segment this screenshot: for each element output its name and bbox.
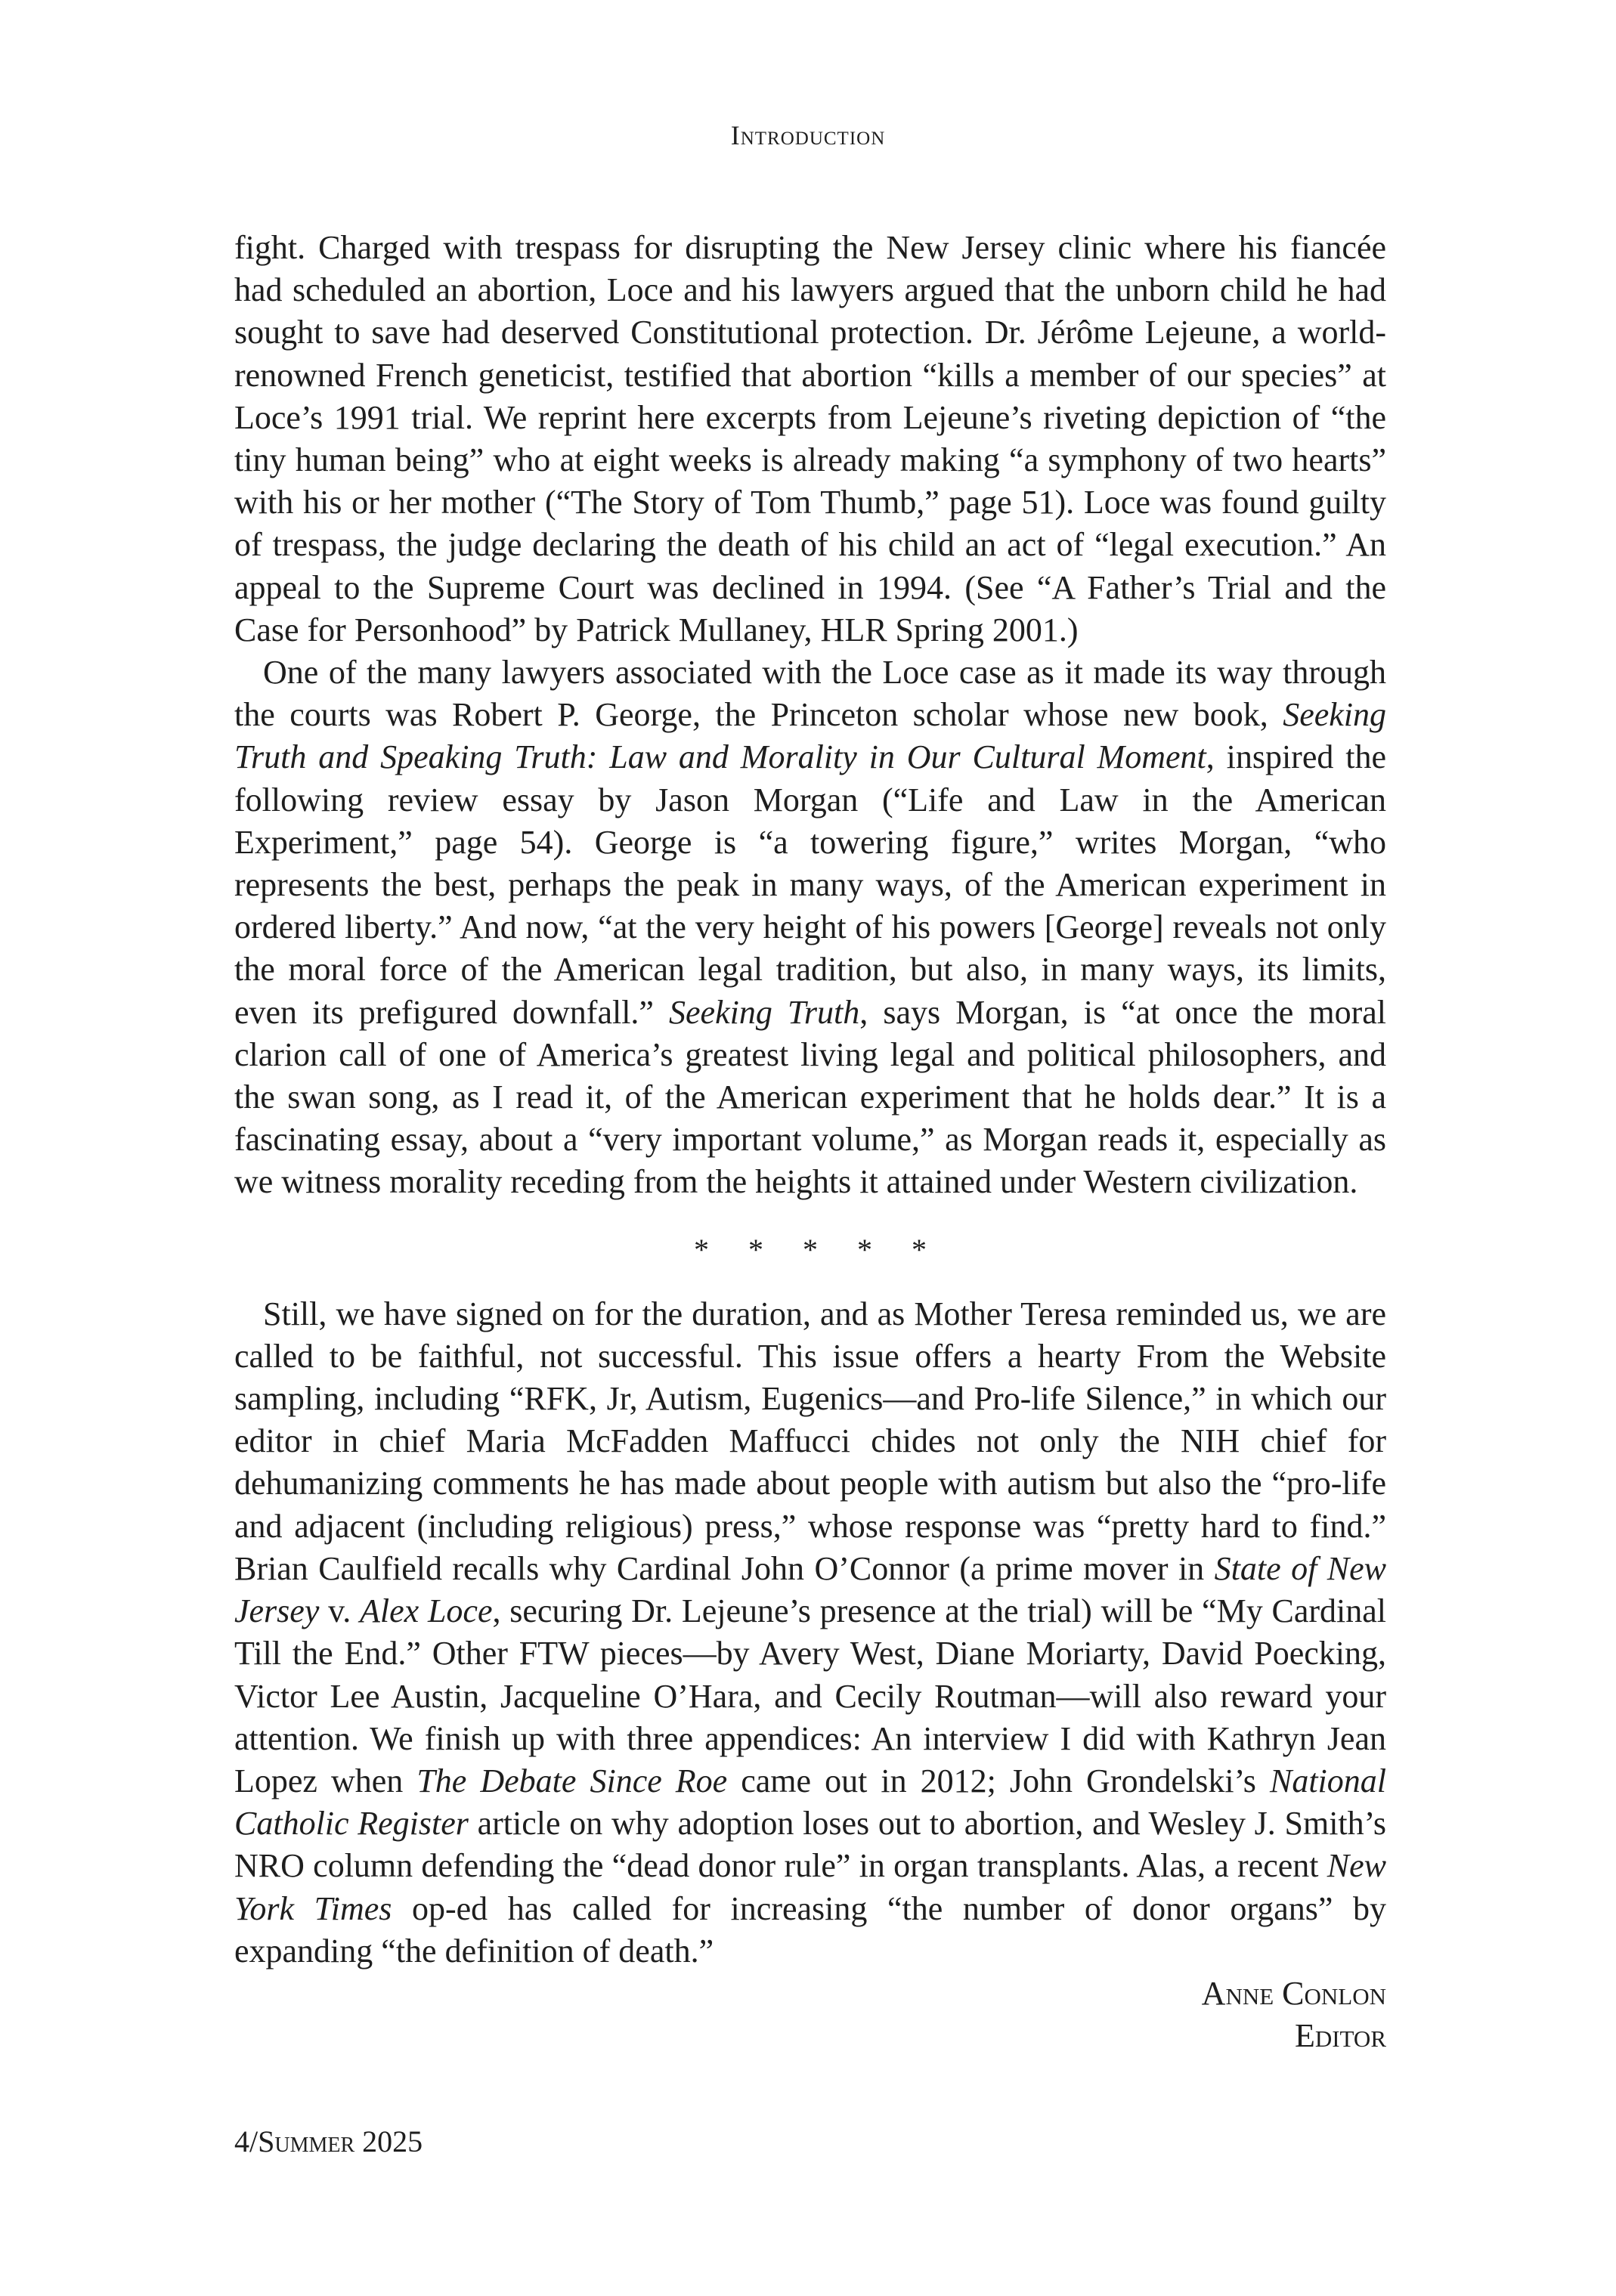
- article-body: [234, 227, 1386, 2057]
- signature-name: Anne Conlon: [1201, 1974, 1386, 2012]
- text-run: fight. Charged with trespass for disrupting the New Jersey clinic where his fiancée had scheduled an abortion, Loce and his lawyers argued that the unborn child he had sought to save had deserved Constitutional protection. Dr. Jérôme Lejeune, a world-renowned French geneticist, testified that abortion “kills a member of our species” at Loce’s 1991 trial. We reprint here excerpts from Lejeune’s riveting depiction of “the tiny human being” who at eight weeks is already making “a symphony of two hearts” with his or her mother (“The Story of Tom Thumb,” page 51). Loce was found guilty of trespass, the judge declaring the death of his child an act of “legal execution.” An appeal to the Supreme Court was declined in 1994. (See “A Father’s Trial and the Case for Personhood” by Patrick Mullaney, HLR Spring 2001.): [234, 229, 1386, 648]
- text-run: , securing Dr. Lejeune’s presence at the trial) will be “My Cardinal Till the End.” Other FTW pieces—by Avery West, Diane Moriarty, David Poecking, Victor Lee Austin, Jacqueline O’Hara, and Cecily Routman—will also reward your attention. We finish up with three appendices: An interview I did with Kathryn Jean Lopez when: [234, 1592, 1386, 1799]
- text-run: One of the many lawyers associated with the Loce case as it made its way through the courts was Robert P. George, the Princeton scholar whose new book,: [234, 654, 1386, 734]
- asterisk: *: [803, 1232, 818, 1267]
- asterisk: *: [748, 1232, 763, 1267]
- asterisk: *: [694, 1232, 709, 1267]
- page-folio: 4/Summer 2025: [234, 2124, 423, 2158]
- italic-title: National Catholic Register: [234, 1762, 1386, 1843]
- asterisk: *: [857, 1232, 872, 1267]
- italic-title: New York Times: [234, 1847, 1386, 1927]
- italic-title: Seeking Truth: [669, 993, 860, 1031]
- text-run: came out in 2012; John Grondelski’s: [727, 1762, 1270, 1799]
- italic-title: State of New Jersey: [234, 1549, 1386, 1630]
- text-run: article on why adoption loses out to abortion, and Wesley J. Smith’s NRO column defending the “dead donor rule” in organ transplants. Alas, a recent: [234, 1805, 1386, 1885]
- signature-title: Editor: [1294, 2016, 1386, 2054]
- paragraph-3: [234, 1293, 1386, 1973]
- asterisk: *: [912, 1232, 927, 1267]
- paragraph-1: [234, 227, 1386, 651]
- text-run: , inspired the following review essay by Jason Morgan (“Life and Law in the American Experiment,” page 54). George is “a towering figure,” writes Morgan, “who represents the best, perhaps the peak in many ways, of the American experiment in ordered liberty.” And now, “at the very height of his powers [George] reveals not only the moral force of the American legal tradition, but also, in many ways, its limits, even its prefigured downfall.”: [234, 738, 1386, 1031]
- section-break: [234, 1228, 1386, 1270]
- text-run: , says Morgan, is “at once the moral clarion call of one of America’s greatest living legal and political philosophers, and the swan song, as I read it, of the American experiment that he holds dear.” It is a fascinating essay, about a “very important volume,” as Morgan reads it, especially as we witness morality receding from the heights it attained under Western civilization.: [234, 993, 1387, 1201]
- paragraph-2: [234, 651, 1386, 1204]
- text-run: v.: [319, 1592, 361, 1630]
- text-run: op-ed has called for increasing “the number of donor organs” by expanding “the definition of death.”: [234, 1889, 1387, 1970]
- running-head: Introduction: [730, 120, 886, 150]
- signature-block: [234, 1973, 1386, 2057]
- text-run: Still, we have signed on for the duration, and as Mother Teresa reminded us, we are called to be faithful, not successful. This issue offers a hearty From the Website sampling, including “RFK, Jr, Autism, Eugenics—and Pro-life Silence,” in which our editor in chief Maria McFadden Maffucci chides not only the NIH chief for dehumanizing comments he has made about people with autism but also the “pro-life and adjacent (including religious) press,” whose response was “pretty hard to find.” Brian Caulfield recalls why Cardinal John O’Connor (a prime mover in: [234, 1295, 1386, 1587]
- italic-title: The Debate Since Roe: [416, 1762, 728, 1799]
- italic-title: Alex Loce: [360, 1592, 493, 1630]
- italic-title: Seeking Truth and Speaking Truth: Law and Morality in Our Cultural Moment: [234, 696, 1386, 776]
